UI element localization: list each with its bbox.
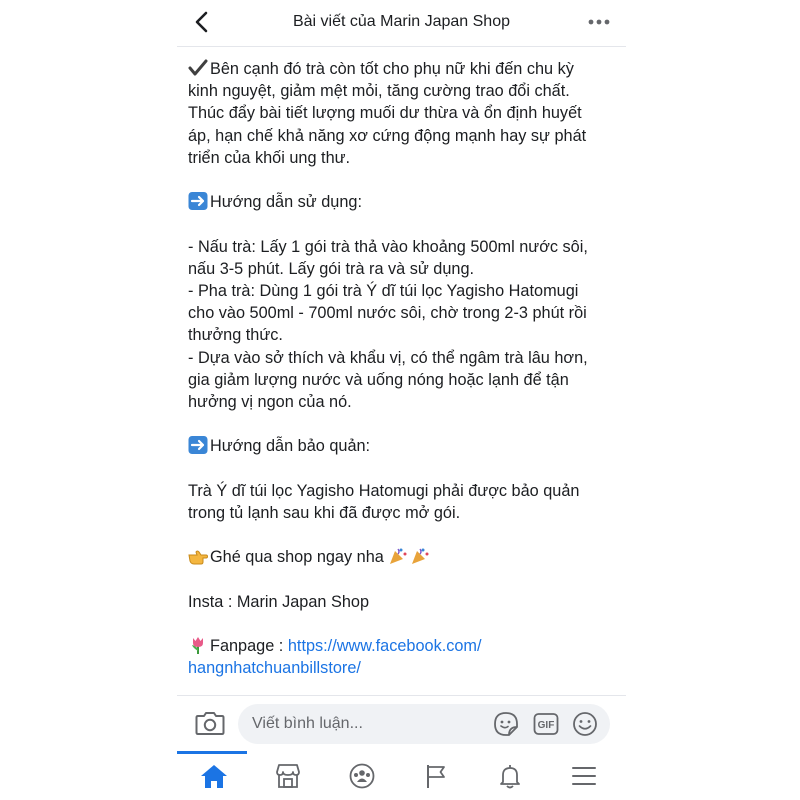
- fanpage-link[interactable]: hangnhatchuanbillstore/: [188, 659, 361, 678]
- usage-line: - Pha trà: Dùng 1 gói trà Ý dĩ túi lọc Yagisho Hatomugi: [188, 282, 579, 300]
- groups-icon: [348, 763, 376, 789]
- party-popper-emoji-icon: [410, 547, 430, 565]
- benefit-line: áp, hạn chế khả năng xơ cứng động mạnh hay sự phát: [188, 126, 587, 145]
- tab-marketplace[interactable]: [251, 751, 325, 800]
- fanpage-line: [188, 635, 618, 657]
- pointing-hand-emoji-icon: [188, 547, 208, 565]
- benefit-line: kinh nguyệt, giảm mệt mỏi, tăng cường trao đổi chất.: [188, 82, 570, 101]
- gif-icon[interactable]: [533, 711, 559, 737]
- shop-cta-line: [188, 546, 618, 568]
- storage-line: trong tủ lạnh sau khi đã được mở gói.: [188, 504, 461, 522]
- tab-groups[interactable]: [325, 751, 399, 800]
- storage-heading-line: [188, 435, 618, 457]
- camera-icon[interactable]: [195, 710, 225, 736]
- usage-line: - Nấu trà: Lấy 1 gói trà thả vào khoảng 500ml nước sôi,: [188, 237, 588, 256]
- menu-icon: [570, 763, 598, 789]
- sticker-icon[interactable]: [493, 711, 519, 737]
- home-icon: [200, 763, 228, 789]
- active-tab-indicator: [177, 751, 247, 754]
- right-arrow-emoji-icon: [188, 436, 208, 454]
- usage-line: - Dựa vào sở thích và khẩu vị, có thể ngâm trà lâu hơn,: [188, 348, 588, 367]
- more-options-icon[interactable]: [586, 12, 612, 32]
- notifications-bell-icon: [496, 763, 524, 789]
- emoji-picker-icon[interactable]: [572, 711, 598, 737]
- usage-line: gia giảm lượng nước và uống nóng hoặc lạnh để tận: [188, 370, 569, 389]
- bottom-tab-bar: [177, 751, 626, 800]
- benefit-line: triển của khối ung thư.: [188, 148, 351, 167]
- svg-text:GIF: GIF: [537, 720, 555, 731]
- usage-line: thưởng thức.: [188, 326, 283, 345]
- fanpage-label: Fanpage :: [210, 637, 288, 656]
- tulip-emoji-icon: [188, 636, 208, 654]
- right-arrow-emoji-icon: [188, 192, 208, 210]
- fanpage-link-continued: [188, 657, 618, 679]
- fanpage-link[interactable]: https://www.facebook.com/: [287, 637, 482, 656]
- check-mark-emoji-icon: [188, 59, 208, 77]
- comment-placeholder: Viết bình luận...: [252, 715, 363, 732]
- usage-heading: Hướng dẫn sử dụng:: [210, 193, 362, 212]
- tab-home[interactable]: [177, 751, 251, 800]
- benefit-line: Thúc đẩy bài tiết lượng muối dư thừa và ổn định huyết: [188, 104, 582, 123]
- benefit-line: Bên cạnh đó trà còn tốt cho phụ nữ khi đến chu kỳ: [210, 60, 574, 78]
- tab-menu[interactable]: [547, 751, 621, 800]
- usage-line: nấu 3-5 phút. Lấy gói trà ra và sử dụng.: [188, 259, 475, 278]
- usage-line: cho vào 500ml - 700ml nước sôi, chờ trong 2-3 phút rồi: [188, 304, 587, 323]
- marketplace-icon: [274, 763, 302, 789]
- post-body: [188, 58, 618, 680]
- tab-notifications[interactable]: [473, 751, 547, 800]
- shop-cta-text: Ghé qua shop ngay nha: [210, 548, 384, 567]
- usage-line: hưởng vị ngon của nó.: [188, 393, 352, 412]
- top-bar: [177, 0, 626, 47]
- page-title: Bài viết của Marin Japan Shop: [292, 13, 510, 30]
- party-popper-emoji-icon: [388, 547, 408, 565]
- insta-line: Insta : Marin Japan Shop: [188, 592, 370, 611]
- storage-heading: Hướng dẫn bảo quản:: [210, 437, 371, 456]
- tab-pages[interactable]: [399, 751, 473, 800]
- usage-heading-line: [188, 191, 618, 213]
- pages-flag-icon: [422, 763, 450, 789]
- comment-input[interactable]: [238, 704, 610, 744]
- post-screen: [177, 0, 626, 800]
- storage-line: Trà Ý dĩ túi lọc Yagisho Hatomugi phải được bảo quản: [188, 481, 580, 500]
- post-line: [188, 58, 618, 80]
- comment-bar: [177, 695, 626, 752]
